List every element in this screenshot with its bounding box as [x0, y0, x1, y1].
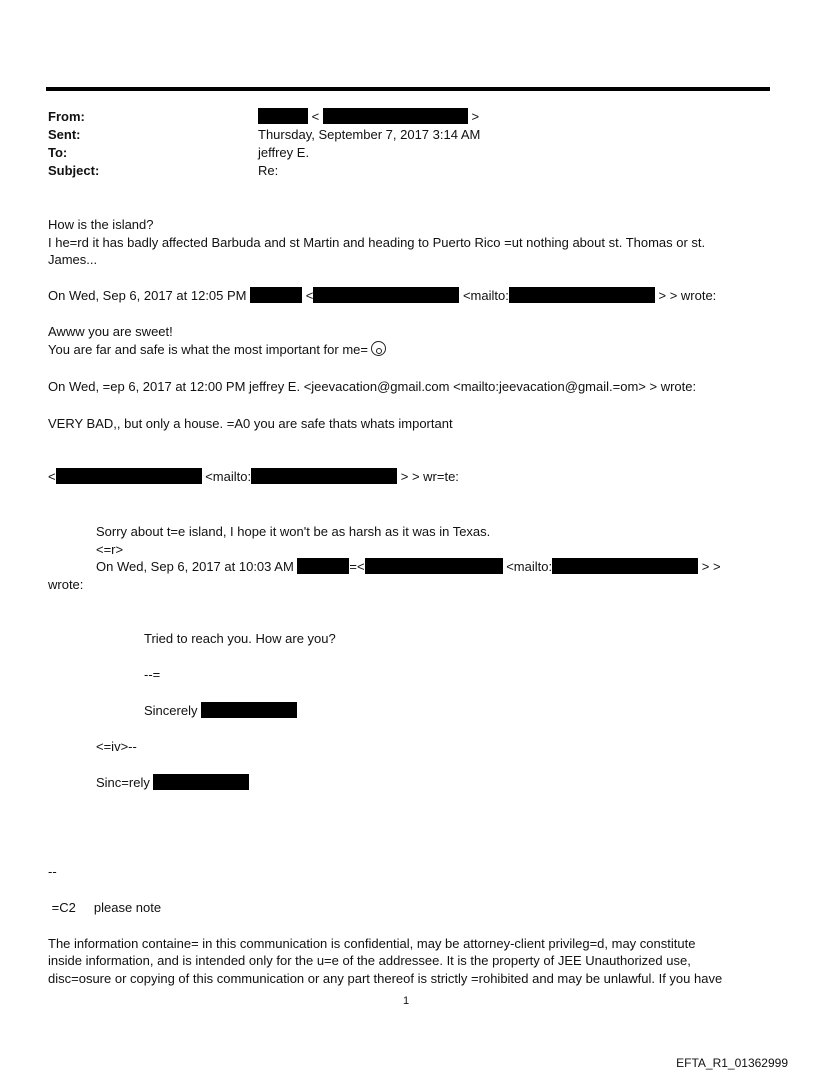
body-line: =C2 please note [48, 900, 162, 915]
signature-line: Sincerely [144, 702, 297, 720]
signature-line: Sinc=rely [96, 774, 249, 792]
subject-label: Subject: [48, 163, 100, 178]
to-value: jeffrey E. [258, 145, 310, 160]
document-id: EFTA_R1_01362999 [676, 1056, 788, 1070]
redaction-box [153, 774, 249, 790]
redaction-box [201, 702, 297, 718]
redaction-box [509, 287, 655, 303]
surprised-face-icon [371, 341, 386, 356]
sent-label: Sent: [48, 127, 81, 142]
redaction-box [56, 468, 202, 484]
body-line: How is the island? [48, 217, 154, 232]
page-number: 1 [403, 995, 410, 1007]
redaction-box [552, 558, 698, 574]
to-label: To: [48, 145, 68, 160]
body-line: Tried to reach you. How are you? [144, 631, 336, 646]
redaction-box [258, 108, 308, 124]
sent-value: Thursday, September 7, 2017 3:14 AM [258, 127, 481, 142]
redaction-box [250, 287, 302, 303]
redaction-box [365, 558, 503, 574]
body-line: I he=rd it has badly affected Barbuda and st Martin and heading to Puerto Rico =ut nothing about st. Thomas or st. [48, 235, 706, 250]
quote-header: On Wed, =ep 6, 2017 at 12:00 PM jeffrey E. <jeevacation@gmail.com <mailto:jeevacation@gmail.=om> > wrote: [48, 379, 697, 394]
redaction-box [323, 108, 468, 124]
quote-header: On Wed, Sep 6, 2017 at 12:05 PM < <mailto: > > wrote: [48, 288, 717, 303]
disclaimer-line: disc=osure or copying of this communication or any part thereof is strictly =rohibited and may be unlawful. If you have [48, 971, 723, 986]
body-line: <=r> [96, 542, 124, 557]
body-line: James... [48, 252, 98, 267]
body-line: You are far and safe is what the most important for me= [48, 341, 386, 359]
body-line: wrote: [48, 577, 84, 592]
header-rule [46, 87, 770, 91]
redaction-box [297, 558, 349, 574]
quote-header: On Wed, Sep 6, 2017 at 10:03 AM =< <mailto: > > [96, 559, 721, 574]
redaction-box [313, 287, 459, 303]
subject-value: Re: [258, 163, 279, 178]
redaction-box [251, 468, 397, 484]
from-label: From: [48, 109, 85, 124]
body-line: Sorry about t=e island, I hope it won't be as harsh as it was in Texas. [96, 524, 491, 539]
body-line: --= [144, 667, 161, 682]
disclaimer-line: The information containe= in this communication is confidential, may be attorney-client privileg=d, may constitute [48, 936, 696, 951]
body-line: -- [48, 864, 57, 879]
disclaimer-line: inside information, and is intended only for the u=e of the addressee. It is the property of JEE Unauthorized use, [48, 953, 691, 968]
quote-header: < <mailto: > > wr=te: [48, 469, 459, 484]
from-value: < > [258, 108, 479, 126]
body-line: <=iv>-- [96, 739, 137, 754]
body-line: VERY BAD,, but only a house. =A0 you are safe thats whats important [48, 416, 453, 431]
body-line: Awww you are sweet! [48, 324, 173, 339]
